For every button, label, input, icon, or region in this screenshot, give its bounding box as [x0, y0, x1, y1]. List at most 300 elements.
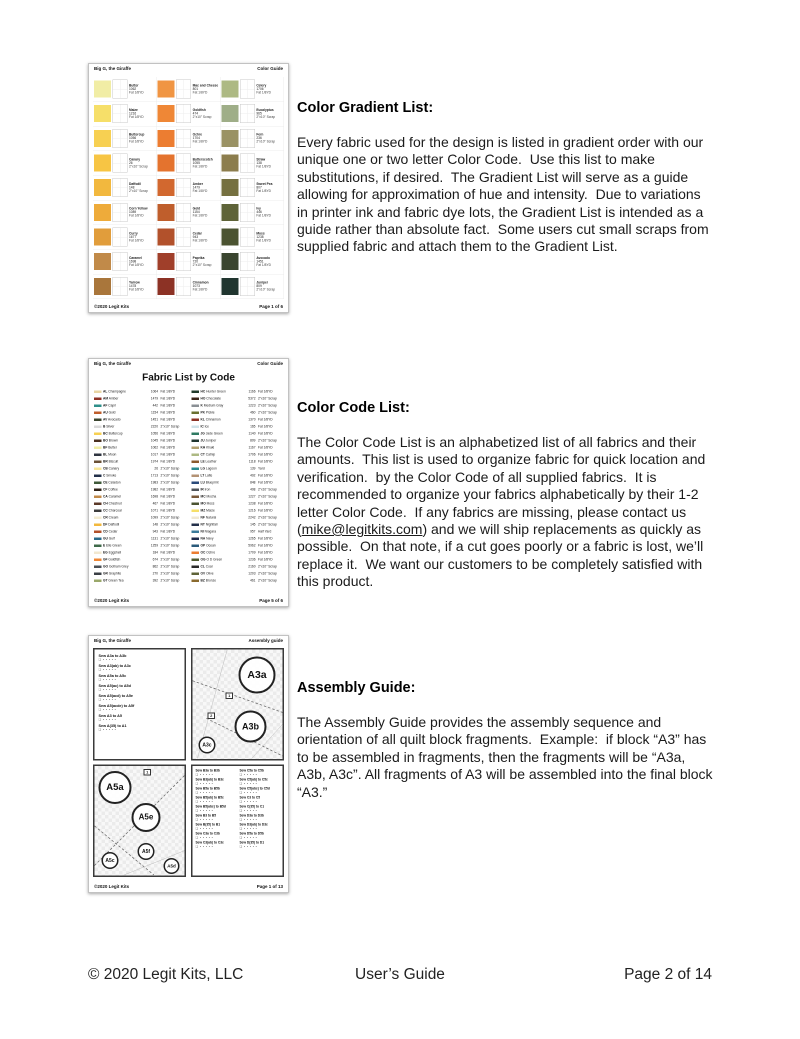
fabric-name: Gold — [192, 207, 201, 211]
fabric-cut-size: Fat 1/8YD — [129, 238, 144, 243]
fabric-number: 1216 — [129, 111, 137, 116]
fabric-code-name: OC Ochre — [200, 550, 216, 555]
fabric-code-name: K Medium Gray — [200, 403, 224, 408]
fabric-name: Corn Yellow — [129, 207, 148, 211]
fabric-color-swatch — [192, 453, 200, 456]
fabric-cut-size: Fat 1/8YD — [192, 189, 208, 193]
fabric-list-row — [192, 444, 284, 451]
fabric-quantity: 1223 — [248, 403, 256, 408]
fabric-color-swatch — [158, 81, 175, 98]
fabric-color-swatch — [221, 204, 238, 221]
fabric-name: Curry — [129, 231, 138, 236]
fabric-name: Paprika — [192, 256, 205, 260]
fabric-list-row — [94, 402, 186, 409]
fabric-list-row — [94, 493, 186, 500]
fabric-color-swatch — [192, 537, 200, 540]
fabric-cut-size: 2"x10" Scrap — [258, 564, 277, 569]
fabric-cut-size: Fat 1/8YD — [160, 396, 176, 401]
swatch-label — [129, 84, 144, 95]
assembly-step-pieces: ❏ ▪ ▪ ▪ ▪ ▪ — [195, 845, 214, 849]
fabric-quantity: 467 — [152, 501, 158, 506]
thumbnail-footer — [94, 598, 283, 603]
footer-page-number: Page 2 of 14 — [624, 966, 712, 983]
fabric-cut-size: 2"x10" Scrap — [256, 140, 276, 144]
assembly-step-text: Sew C3(ab) to C3c — [195, 841, 224, 845]
fabric-code-name: AM Amber — [103, 396, 119, 401]
assembly-step-pieces: ❏ ▪ ▪ ▪ ▪ ▪ — [195, 773, 214, 777]
piece-diagram — [176, 277, 191, 296]
fabric-number: 965 — [256, 111, 262, 116]
block-label-a5c: A5c — [102, 852, 119, 869]
block-label-a5a: A5a — [99, 771, 132, 804]
fabric-cut-size: Fat 1/8YD — [160, 508, 176, 513]
fabric-cut-size: Fat 1/8YD — [258, 550, 273, 555]
fabric-quantity: 1451 — [150, 417, 158, 422]
fabric-cut-size: Fat 1/8YD — [129, 115, 144, 119]
fabric-cut-size: Fat 1/8YD — [160, 389, 176, 394]
fabric-name: Fern — [256, 133, 264, 137]
piece-diagram — [176, 129, 191, 148]
assembly-step-pieces: ❏ ▪ ▪ ▪ ▪ ▪ — [195, 791, 214, 795]
fabric-quantity: 957 — [250, 529, 256, 534]
fabric-cut-size: Fat 1/8YD — [256, 263, 271, 267]
assembly-step-list — [95, 650, 185, 732]
fabric-quantity: 148 — [152, 522, 158, 527]
fabric-color-swatch — [94, 278, 111, 295]
fabric-code-name: AF Capri — [103, 403, 117, 408]
fabric-list-row — [94, 486, 186, 493]
fabric-list-row — [192, 437, 284, 444]
assembly-step-text: Sew D3(ab) to D3c — [239, 823, 268, 827]
fabric-color-swatch — [192, 509, 200, 512]
fabric-color-swatch — [192, 565, 200, 568]
piece-diagram — [113, 104, 128, 123]
assembly-step-text: Sew A3a to A3b — [98, 653, 127, 658]
block-label-a3b: A3b — [235, 711, 267, 743]
fabric-cut-size: Fat 1/8YD — [129, 140, 144, 144]
fabric-color-swatch — [221, 81, 238, 98]
fabric-quantity: 1370 — [248, 417, 256, 422]
fabric-cut-size: Fat 1/8YD — [258, 459, 273, 464]
fabric-list-row — [94, 409, 186, 416]
fabric-color-swatch — [94, 530, 102, 533]
fabric-cut-size: 2"x10" Scrap — [192, 115, 212, 119]
piece-diagram — [113, 80, 128, 99]
fabric-list-row — [192, 528, 284, 535]
fabric-quantity: 1017 — [150, 452, 158, 457]
fabric-quantity: 1216 — [248, 508, 256, 513]
assembly-step-list — [240, 769, 280, 850]
fabric-color-swatch — [94, 179, 111, 196]
fabric-code-name: NI Niagara — [200, 529, 217, 534]
fabric-name: Cinnamon — [192, 281, 209, 285]
gradient-swatch-cell — [157, 250, 221, 275]
piece-diagram — [176, 80, 191, 99]
fabric-code-name: OP Ocean — [200, 543, 216, 548]
fabric-color-swatch — [94, 81, 111, 98]
assembly-step-text: Sew A5(ac) to A5d — [98, 683, 131, 688]
fabric-list-row — [192, 388, 284, 395]
swatch-label — [129, 256, 144, 267]
fabric-list-row — [94, 451, 186, 458]
swatch-label — [256, 84, 271, 95]
fabric-number: 1089 — [129, 210, 137, 215]
assembly-step-text: Sew A(35) to A1 — [98, 723, 127, 728]
assembly-diagram-a5 — [93, 765, 186, 878]
fabric-list-row — [94, 556, 186, 563]
fabric-list-row — [192, 423, 284, 430]
gradient-swatch-cell — [220, 225, 284, 250]
fabric-name: Eucalyptus — [256, 108, 274, 112]
gradient-swatch-cell — [93, 225, 157, 250]
copyright-label: ©2020 Legit Kits — [94, 884, 130, 889]
fabric-color-swatch — [192, 551, 200, 554]
fabric-name: Moss — [256, 231, 265, 236]
swatch-label — [193, 133, 208, 144]
fabric-list-row — [94, 535, 186, 542]
fabric-quantity: 460 — [250, 410, 256, 415]
fabric-cut-size: 2"x10" Scrap — [129, 164, 148, 169]
fabric-number: 1479 — [192, 185, 200, 190]
fabric-cut-size: Fat 1/8YD — [258, 431, 273, 436]
fabric-number: 720 — [192, 259, 199, 264]
fabric-code-name: MC Mocha — [200, 494, 217, 499]
fabric-color-swatch — [94, 467, 102, 470]
fabric-quantity: 1236 — [248, 557, 256, 562]
fabric-cut-size: Fat 1/8YD — [129, 263, 144, 267]
fabric-list-row — [192, 521, 284, 528]
fabric-code-name: CE Celadon — [103, 480, 121, 485]
fabric-color-swatch — [192, 467, 200, 470]
fabric-cut-size: 2"x10" Scrap — [160, 480, 180, 485]
fabric-color-swatch — [192, 495, 200, 498]
fabric-code-name: MO Moss — [200, 501, 215, 506]
fabric-color-swatch — [94, 565, 102, 568]
email-link[interactable]: mike@legitkits.com — [301, 521, 423, 538]
fabric-quantity: 1166 — [248, 389, 256, 394]
fabric-number: 1238 — [256, 235, 264, 239]
fabric-quantity: 1259 — [150, 543, 158, 548]
fabric-cut-size: 2"x10" Scrap — [160, 536, 180, 541]
fabric-color-swatch — [192, 544, 200, 547]
piece-diagram — [240, 178, 255, 197]
assembly-steps-panel-2 — [191, 765, 284, 878]
fabric-color-swatch — [94, 551, 102, 554]
pattern-title: Big G, the Giraffe — [94, 66, 132, 71]
fabric-number: 1073 — [192, 284, 200, 289]
guide-type-label: Color Guide — [257, 361, 283, 366]
fabric-number: 801 — [192, 87, 199, 91]
fabric-code-name: CC Charcoal — [103, 508, 122, 513]
fabric-cut-size: 2"x10" Scrap — [160, 564, 180, 569]
footer-copyright: © 2020 Legit Kits, LLC — [88, 966, 244, 983]
fabric-list-row — [192, 458, 284, 465]
assembly-step-text: Sew A5(acd) to A5e — [98, 693, 134, 698]
assembly-step-text: Sew B3(ab) to B3c — [195, 778, 224, 782]
thumbnail-footer — [94, 884, 283, 889]
gradient-swatch-cell — [93, 200, 157, 225]
fabric-quantity: 1238 — [248, 501, 256, 506]
fabric-code-name: CT Catnip — [200, 452, 216, 457]
fabric-code-name: B Silver — [103, 424, 115, 429]
fabric-cut-size: 2"x10" Scrap — [192, 263, 212, 267]
fabric-number: 1055 — [192, 161, 200, 165]
fabric-cut-size: Fat 1/8YD — [160, 452, 176, 457]
fabric-cut-size: 2"x10" Scrap — [258, 487, 277, 492]
fabric-color-swatch — [192, 446, 200, 449]
guide-type-label: Color Guide — [257, 66, 283, 71]
assembly-steps-panel — [93, 648, 186, 761]
assembly-step-pieces: ❏ ▪ ▪ ▪ ▪ ▪ — [239, 791, 258, 795]
fabric-quantity: 1479 — [150, 396, 158, 401]
fabric-code-name: BF Butter — [103, 445, 117, 450]
fabric-color-swatch — [94, 105, 111, 122]
fabric-code-name: MZ Maize — [200, 508, 215, 513]
assembly-step-pieces: ❏ ▪ ▪ ▪ ▪ ▪ — [239, 773, 258, 777]
fabric-cut-size: 2"x10" Scrap — [160, 466, 180, 471]
fabric-color-swatch — [192, 425, 200, 428]
fabric-name: Caramel — [129, 256, 142, 260]
fabric-cut-size: Fat 1/8YD — [256, 214, 271, 218]
gradient-swatch-cell — [157, 77, 221, 102]
fabric-code-name: BL Moon — [103, 452, 117, 457]
piece-diagram — [176, 154, 191, 173]
fabric-code-name: KH Khaki — [200, 445, 215, 450]
fabric-name: Butterscotch — [192, 157, 213, 162]
swatch-label — [256, 108, 275, 119]
section-body-color-gradient-list: Every fabric used for the design is listed in gradient order with our unique one or two letter Color Code. Use this list to make substitutions, if desired. The Gradient List will serve as a guide allowing for approximation of hue and intensity. Due to variations in printer ink and fabric dye lots, the Gradient List is intended as a guide rather than absolute fact. Some users cut small scraps from supplied fabric and attach them to the Gradient List. — [297, 134, 713, 255]
fabric-list-row — [94, 458, 186, 465]
fabric-color-swatch — [94, 229, 111, 246]
fabric-color-swatch — [158, 130, 175, 147]
fabric-color-swatch — [94, 460, 102, 463]
fabric-quantity: 862 — [152, 564, 158, 569]
fabric-list-row — [94, 388, 186, 395]
gradient-swatch-cell — [220, 274, 284, 299]
copyright-label: ©2020 Legit Kits — [94, 598, 130, 603]
assembly-step-pieces: ❏ ▪ ▪ ▪ ▪ ▪ — [98, 708, 117, 712]
fabric-color-swatch — [94, 474, 102, 477]
assembly-step-pieces: ❏ ▪ ▪ ▪ ▪ ▪ — [239, 782, 258, 786]
gradient-swatch-cell — [220, 176, 284, 201]
fabric-cut-size: 2"x10" Scrap — [256, 288, 276, 292]
fabric-code-name: JG Jade Green — [200, 431, 223, 436]
fabric-list-row — [94, 500, 186, 507]
fabric-cut-size: Fat 1/8YD — [258, 557, 273, 562]
fabric-quantity: 392 — [152, 578, 158, 583]
fabric-code-name: CR Cream — [103, 515, 119, 520]
fabric-number: 1704 — [192, 136, 200, 141]
fabric-list-row — [192, 430, 284, 437]
fabric-list-row — [94, 521, 186, 528]
assembly-step-pieces: ❏ ▪ ▪ ▪ ▪ ▪ — [239, 809, 258, 813]
swatch-label — [256, 158, 271, 169]
fabric-list-row — [192, 472, 284, 479]
fabric-cut-size: Fat 1/8YD — [258, 445, 273, 450]
block-label-a5d: A5d — [164, 858, 180, 874]
fabric-code-name: GT Green Tea — [103, 578, 124, 583]
fabric-code-name: IR Iron — [200, 487, 211, 492]
gradient-swatch-cell — [157, 102, 221, 127]
fabric-list-column-right — [192, 388, 284, 584]
fabric-code-name: NF Natural — [200, 515, 217, 520]
fabric-quantity: 5962 — [248, 543, 256, 548]
piece-diagram — [113, 203, 128, 222]
fabric-number: 236 — [256, 136, 262, 141]
fabric-color-swatch — [94, 253, 111, 270]
fabric-color-swatch — [94, 537, 102, 540]
assembly-step-text: Sew A5a to A5c — [98, 673, 127, 678]
fabric-quantity: 809 — [250, 438, 256, 443]
fabric-color-swatch — [94, 544, 102, 547]
fabric-number: 446 — [256, 210, 262, 215]
assembly-diagram-a3 — [191, 648, 284, 761]
fabric-quantity: 2242 — [248, 515, 256, 520]
assembly-step-pieces: ❏ ▪ ▪ ▪ ▪ ▪ — [239, 827, 258, 831]
fabric-cut-size: Fat 1/8YD — [160, 487, 176, 492]
piece-diagram — [240, 203, 255, 222]
fabric-cut-size: Fat 1/8YD — [160, 459, 176, 464]
fabric-quantity: 461 — [250, 578, 256, 583]
fabric-color-swatch — [158, 155, 175, 172]
fabric-cut-size: Fat 1/8YD — [258, 508, 273, 513]
assembly-step-text: Sew C5(abc) to C5d — [239, 787, 270, 791]
fabric-color-swatch — [192, 474, 200, 477]
fabric-number: 807 — [256, 185, 262, 190]
fabric-quantity: 1154 — [151, 410, 158, 415]
fabric-color-swatch — [158, 253, 175, 270]
swatch-label — [129, 207, 148, 218]
copyright-label: ©2020 Legit Kits — [94, 304, 130, 309]
fabric-color-swatch — [94, 130, 111, 147]
fabric-color-swatch — [221, 278, 238, 295]
assembly-step-text: Sew B5(ab) to B5c — [195, 796, 224, 800]
fabric-cut-size: Fat 1/8YD — [129, 288, 144, 292]
fabric-quantity: 848 — [250, 480, 256, 485]
fabric-color-swatch — [192, 390, 200, 393]
fabric-cut-size: Fat 1/8YD — [258, 389, 273, 394]
fabric-name: Yarrow — [129, 281, 140, 285]
fabric-cut-size: Fat 1/8YD — [160, 550, 176, 555]
fabric-list-row — [94, 416, 186, 423]
fabric-code-name: CF Coffee — [103, 487, 118, 492]
fabric-cut-size: Fat 1/8YD — [258, 417, 273, 422]
assembly-step-text: Sew C(35) to C1 — [239, 805, 265, 809]
fabric-cut-size: Fat 1/8YD — [192, 288, 208, 292]
fabric-color-swatch — [94, 397, 102, 400]
fabric-list-row — [192, 577, 284, 584]
fabric-quantity: 1167 — [248, 445, 256, 450]
piece-diagram — [176, 228, 191, 247]
swatch-label — [256, 182, 272, 193]
fabric-quantity: 1227 — [248, 494, 256, 499]
swatch-label — [193, 256, 212, 267]
fabric-color-swatch — [221, 155, 238, 172]
thumbnail-header — [94, 638, 283, 643]
fabric-number: 1062 — [129, 87, 137, 91]
gradient-swatch-cell — [220, 200, 284, 225]
swatch-label — [129, 281, 144, 292]
fabric-name: Sweet Pea — [256, 182, 273, 186]
fabric-color-swatch — [94, 572, 102, 575]
assembly-step-text: Sew B(35) to B1 — [195, 823, 221, 827]
piece-diagram — [240, 104, 255, 123]
gradient-swatch-cell — [220, 250, 284, 275]
fabric-code-name: AV Avocado — [103, 417, 121, 422]
swatch-label — [256, 256, 271, 267]
assembly-step-pieces: ❏ ▪ ▪ ▪ ▪ ▪ — [98, 688, 117, 692]
fabric-color-swatch — [192, 481, 200, 484]
fabric-number: 809 — [256, 284, 262, 289]
fabric-list-row — [192, 514, 284, 521]
fabric-code-name: C Smoke — [103, 473, 117, 478]
fabric-color-swatch — [192, 397, 200, 400]
gradient-swatch-cell — [220, 102, 284, 127]
gradient-swatch-cell — [157, 274, 221, 299]
fabric-code-name: AL Champagne — [103, 389, 126, 394]
fabric-cut-size: Fat 1/8YD — [258, 452, 273, 457]
fabric-cut-size: Fat 1/8YD — [192, 164, 208, 169]
swatch-label — [193, 281, 209, 292]
fabric-quantity: 1709 — [248, 550, 256, 555]
fabric-quantity: 1071 — [150, 508, 158, 513]
fabric-cut-size: 2"x10" Scrap — [160, 473, 180, 478]
fabric-list-row — [192, 451, 284, 458]
assembly-step-pieces: ❏ ▪ ▪ ▪ ▪ ▪ — [239, 818, 258, 822]
fabric-quantity: 165 — [250, 424, 256, 429]
fabric-list-row — [192, 542, 284, 549]
sequence-marker-1: 1 — [226, 693, 234, 700]
fabric-number: 1056 — [129, 136, 137, 141]
fabric-code-name: CD Cedar — [103, 529, 118, 534]
block-label-a3c: A3c — [199, 737, 216, 754]
fabric-color-swatch — [94, 432, 102, 435]
fabric-quantity: 1974 — [150, 459, 158, 464]
fabric-list-row — [94, 528, 186, 535]
piece-diagram — [240, 129, 255, 148]
fabric-code-name: AU Gold — [103, 410, 116, 415]
fabric-color-swatch — [94, 579, 102, 582]
piece-diagram — [113, 252, 128, 271]
fabric-color-swatch — [192, 523, 200, 526]
fabric-list-row — [192, 535, 284, 542]
assembly-step-text: Sew B3a to B3b — [195, 769, 220, 773]
fabric-code-name: GR Graphite — [103, 571, 122, 576]
fabric-color-swatch — [94, 502, 102, 505]
fabric-name: Goldfish — [192, 108, 206, 112]
fabric-list-row — [94, 549, 186, 556]
fabric-color-swatch — [94, 404, 102, 407]
assembly-step-text: Sew D(35) to D1 — [239, 841, 265, 845]
fabric-color-swatch — [94, 425, 102, 428]
fabric-color-swatch — [192, 432, 200, 435]
fabric-color-swatch — [221, 229, 238, 246]
fabric-cut-size: Fat 1/8YD — [256, 189, 271, 193]
swatch-label — [129, 108, 144, 119]
gradient-swatch-cell — [93, 151, 157, 176]
assembly-step-pieces: ❏ ▪ ▪ ▪ ▪ ▪ — [98, 718, 117, 722]
fabric-code-name: NA Navy — [200, 536, 214, 541]
thumbnail-header — [94, 361, 283, 366]
gradient-swatch-cell — [93, 102, 157, 127]
swatch-label — [193, 158, 213, 169]
assembly-step-text: Sew A3(ab) to A3c — [98, 663, 131, 668]
fabric-code-name: GO Gotham Grey — [103, 564, 129, 569]
thumbnail-color-gradient-page — [88, 63, 289, 313]
fabric-code-name: CL Coal — [200, 564, 213, 569]
fabric-code-name: LT Latte — [200, 473, 213, 478]
fabric-number: 1478 — [129, 284, 137, 289]
